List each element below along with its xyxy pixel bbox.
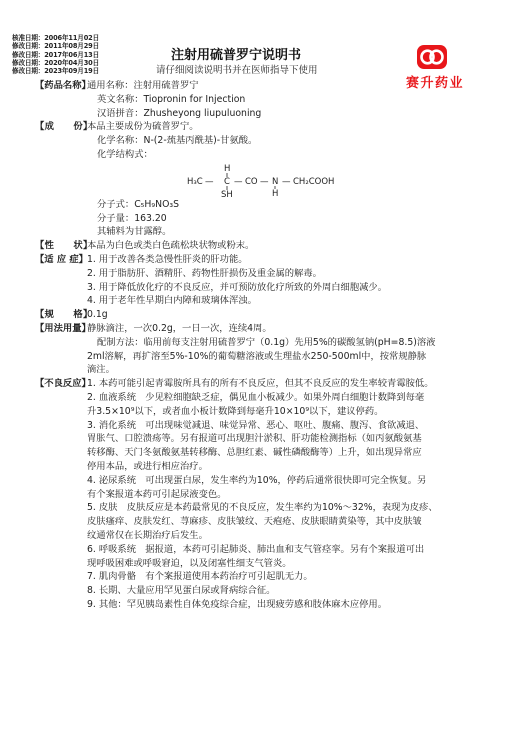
chemical-structure: [87, 162, 500, 198]
indication-item: 4. 用于老年性早期白内障和玻璃体浑浊。: [87, 295, 257, 307]
section-label: 【用法用量】: [35, 322, 91, 334]
section-adverse-reactions: [36, 377, 500, 612]
adverse-item: 皮肤瘙痒、皮肤发红、荨麻疹、皮肤皱纹、天疱疮、皮肤眼睛黄染等，其中皮肤皱: [87, 516, 422, 528]
section-specification: [36, 308, 500, 322]
structure-sh: SH: [221, 189, 233, 200]
section-label: 【成 份】: [35, 121, 93, 133]
adverse-item: 3. 消化系统 可出现味觉减退、味觉异常、恶心、呕吐、腹痛、腹泻、食欲减退、: [87, 419, 425, 431]
saisheng-logo-icon: [416, 44, 448, 70]
excipient: 其辅料为甘露醇。: [97, 226, 172, 238]
revision-date: 修改日期：2023年09月19日: [12, 67, 100, 76]
specification-text: 0.1g: [87, 309, 108, 321]
document-body: [36, 79, 500, 612]
indication-item: 3. 用于降低放化疗的不良反应，并可预防放化疗所致的外周白细胞减少。: [87, 281, 388, 293]
revision-date: 修改日期：2011年08月29日: [12, 42, 100, 51]
preparation-text: 配制方法：临用前每支注射用硫普罗宁（0.1g）先用5%的碳酸氢钠(pH=8.5)溶液: [97, 336, 436, 348]
revision-date: 修改日期：2017年06月13日: [12, 50, 100, 59]
section-label: 【规 格】: [35, 309, 93, 321]
structure-bond: —: [205, 176, 214, 187]
generic-name: 通用名称：注射用硫普罗宁: [87, 80, 199, 91]
revision-date: 修改日期：2020年04月30日: [12, 58, 100, 67]
english-name: 英文名称：Tiopronin for Injection: [97, 93, 246, 105]
pinyin-name: 汉语拼音：Zhusheyong liupuluoning: [97, 107, 262, 119]
adverse-item: 有个案报道本药可引起尿液变色。: [87, 488, 227, 500]
adverse-item: 纹通常仅在长期治疗后发生。: [87, 529, 208, 541]
section-appearance: [36, 239, 500, 253]
structure-bond: —: [260, 176, 269, 187]
molecular-weight: 分子量：163.20: [97, 212, 167, 224]
adverse-item: 4. 泌尿系统 可出现蛋白尿，发生率约为10%，停药后通常很快即可完全恢复。另: [87, 474, 427, 486]
adverse-item: 现呼吸困难或呼吸窘迫，以及闭塞性细支气管炎。: [87, 557, 292, 569]
section-label: 【不良反应】: [35, 378, 91, 390]
revision-dates: [12, 34, 152, 75]
section-composition: [36, 120, 500, 239]
indication-item: 1. 用于改善各类急慢性肝炎的肝功能。: [87, 253, 248, 265]
structure-diagram: [187, 162, 357, 200]
adverse-item: 8. 长期、大量应用罕见蛋白尿或肾病综合征。: [87, 585, 276, 597]
adverse-item: 9. 其他：罕见胰岛素性自体免疫综合症，出现疲劳感和肢体麻木应停用。: [87, 598, 388, 610]
section-label: 【性 状】: [35, 240, 93, 252]
adverse-item: 升3.5×10⁹以下，或者血小板计数降到每毫升10×10⁹以下，建议停药。: [87, 405, 384, 417]
approval-date: 核准日期：2006年11月02日: [12, 34, 100, 42]
adverse-item: 6. 呼吸系统 据报道，本药可引起肺炎、肺出血和支气管痉挛。另有个案报道可出: [87, 543, 425, 555]
structure-h-top: H: [224, 163, 231, 174]
section-indications: [36, 253, 500, 308]
chemical-name: 化学名称：N-(2-巯基丙酰基)-甘氨酸。: [97, 135, 258, 147]
appearance-text: 本品为白色或类白色疏松块状物或粉末。: [87, 240, 255, 252]
structure-co: CO: [245, 176, 258, 187]
preparation-text: 滴注。: [87, 364, 115, 376]
adverse-item: 转移酶、天门冬氨酸氨基转移酶、总胆红素、碱性磷酸酶等）上升，如出现异常应: [87, 447, 422, 459]
logo-wordmark: 赛升药业: [405, 76, 464, 91]
preparation-text: 2ml溶解，再扩溶至5%-10%的葡萄糖溶液或生理盐水250-500ml中，按常规静脉: [87, 350, 427, 362]
document-subtitle: 请仔细阅读说明书并在医师指导下使用: [156, 65, 318, 76]
adverse-item: 停用本品，或进行相应治疗。: [87, 460, 208, 472]
structure-h3c: H₃C: [187, 176, 203, 187]
section-dosage: [36, 322, 500, 377]
section-label: 【药品名称】: [35, 80, 91, 91]
indication-item: 2. 用于脂肪肝、酒精肝、药物性肝损伤及重金属的解毒。: [87, 267, 322, 279]
main-ingredient: 本品主要成份为硫普罗宁。: [87, 121, 199, 133]
section-drug-name: [36, 79, 500, 120]
structure-h-n: H: [272, 188, 279, 199]
structure-label: 化学结构式：: [97, 148, 153, 160]
adverse-item: 1. 本药可能引起青霉胺所具有的所有不良反应，但其不良反应的发生率较青霉胺低。: [87, 378, 434, 390]
adverse-item: 胃胀气、口腔溃疡等。另有报道可出现胆汁淤积、肝功能检测指标（如丙氨酸氨基: [87, 433, 422, 445]
structure-bond: —: [282, 176, 291, 187]
adverse-item: 5. 皮肤 皮肤反应是本药最常见的不良反应，发生率约为10%～32%，表现为皮疹、: [87, 502, 438, 514]
structure-ch2cooh: CH₂COOH: [293, 176, 335, 187]
adverse-item: 2. 血液系统 少见粒细胞缺乏症，偶见血小板减少。如果外周白细胞计数降到每毫: [87, 391, 425, 403]
document-title: 注射用硫普罗宁说明书: [171, 48, 302, 63]
dosage-text: 静脉滴注，一次0.2g，一日一次，连续4周。: [87, 322, 272, 334]
section-label: 【适 应 症】: [35, 253, 88, 265]
structure-n: N: [272, 176, 279, 187]
molecular-formula: 分子式：C₅H₉NO₃S: [97, 198, 180, 210]
structure-c: C: [224, 176, 230, 187]
structure-bond: —: [234, 176, 243, 187]
adverse-item: 7. 肌肉骨骼 有个案报道使用本药治疗可引起肌无力。: [87, 571, 313, 583]
